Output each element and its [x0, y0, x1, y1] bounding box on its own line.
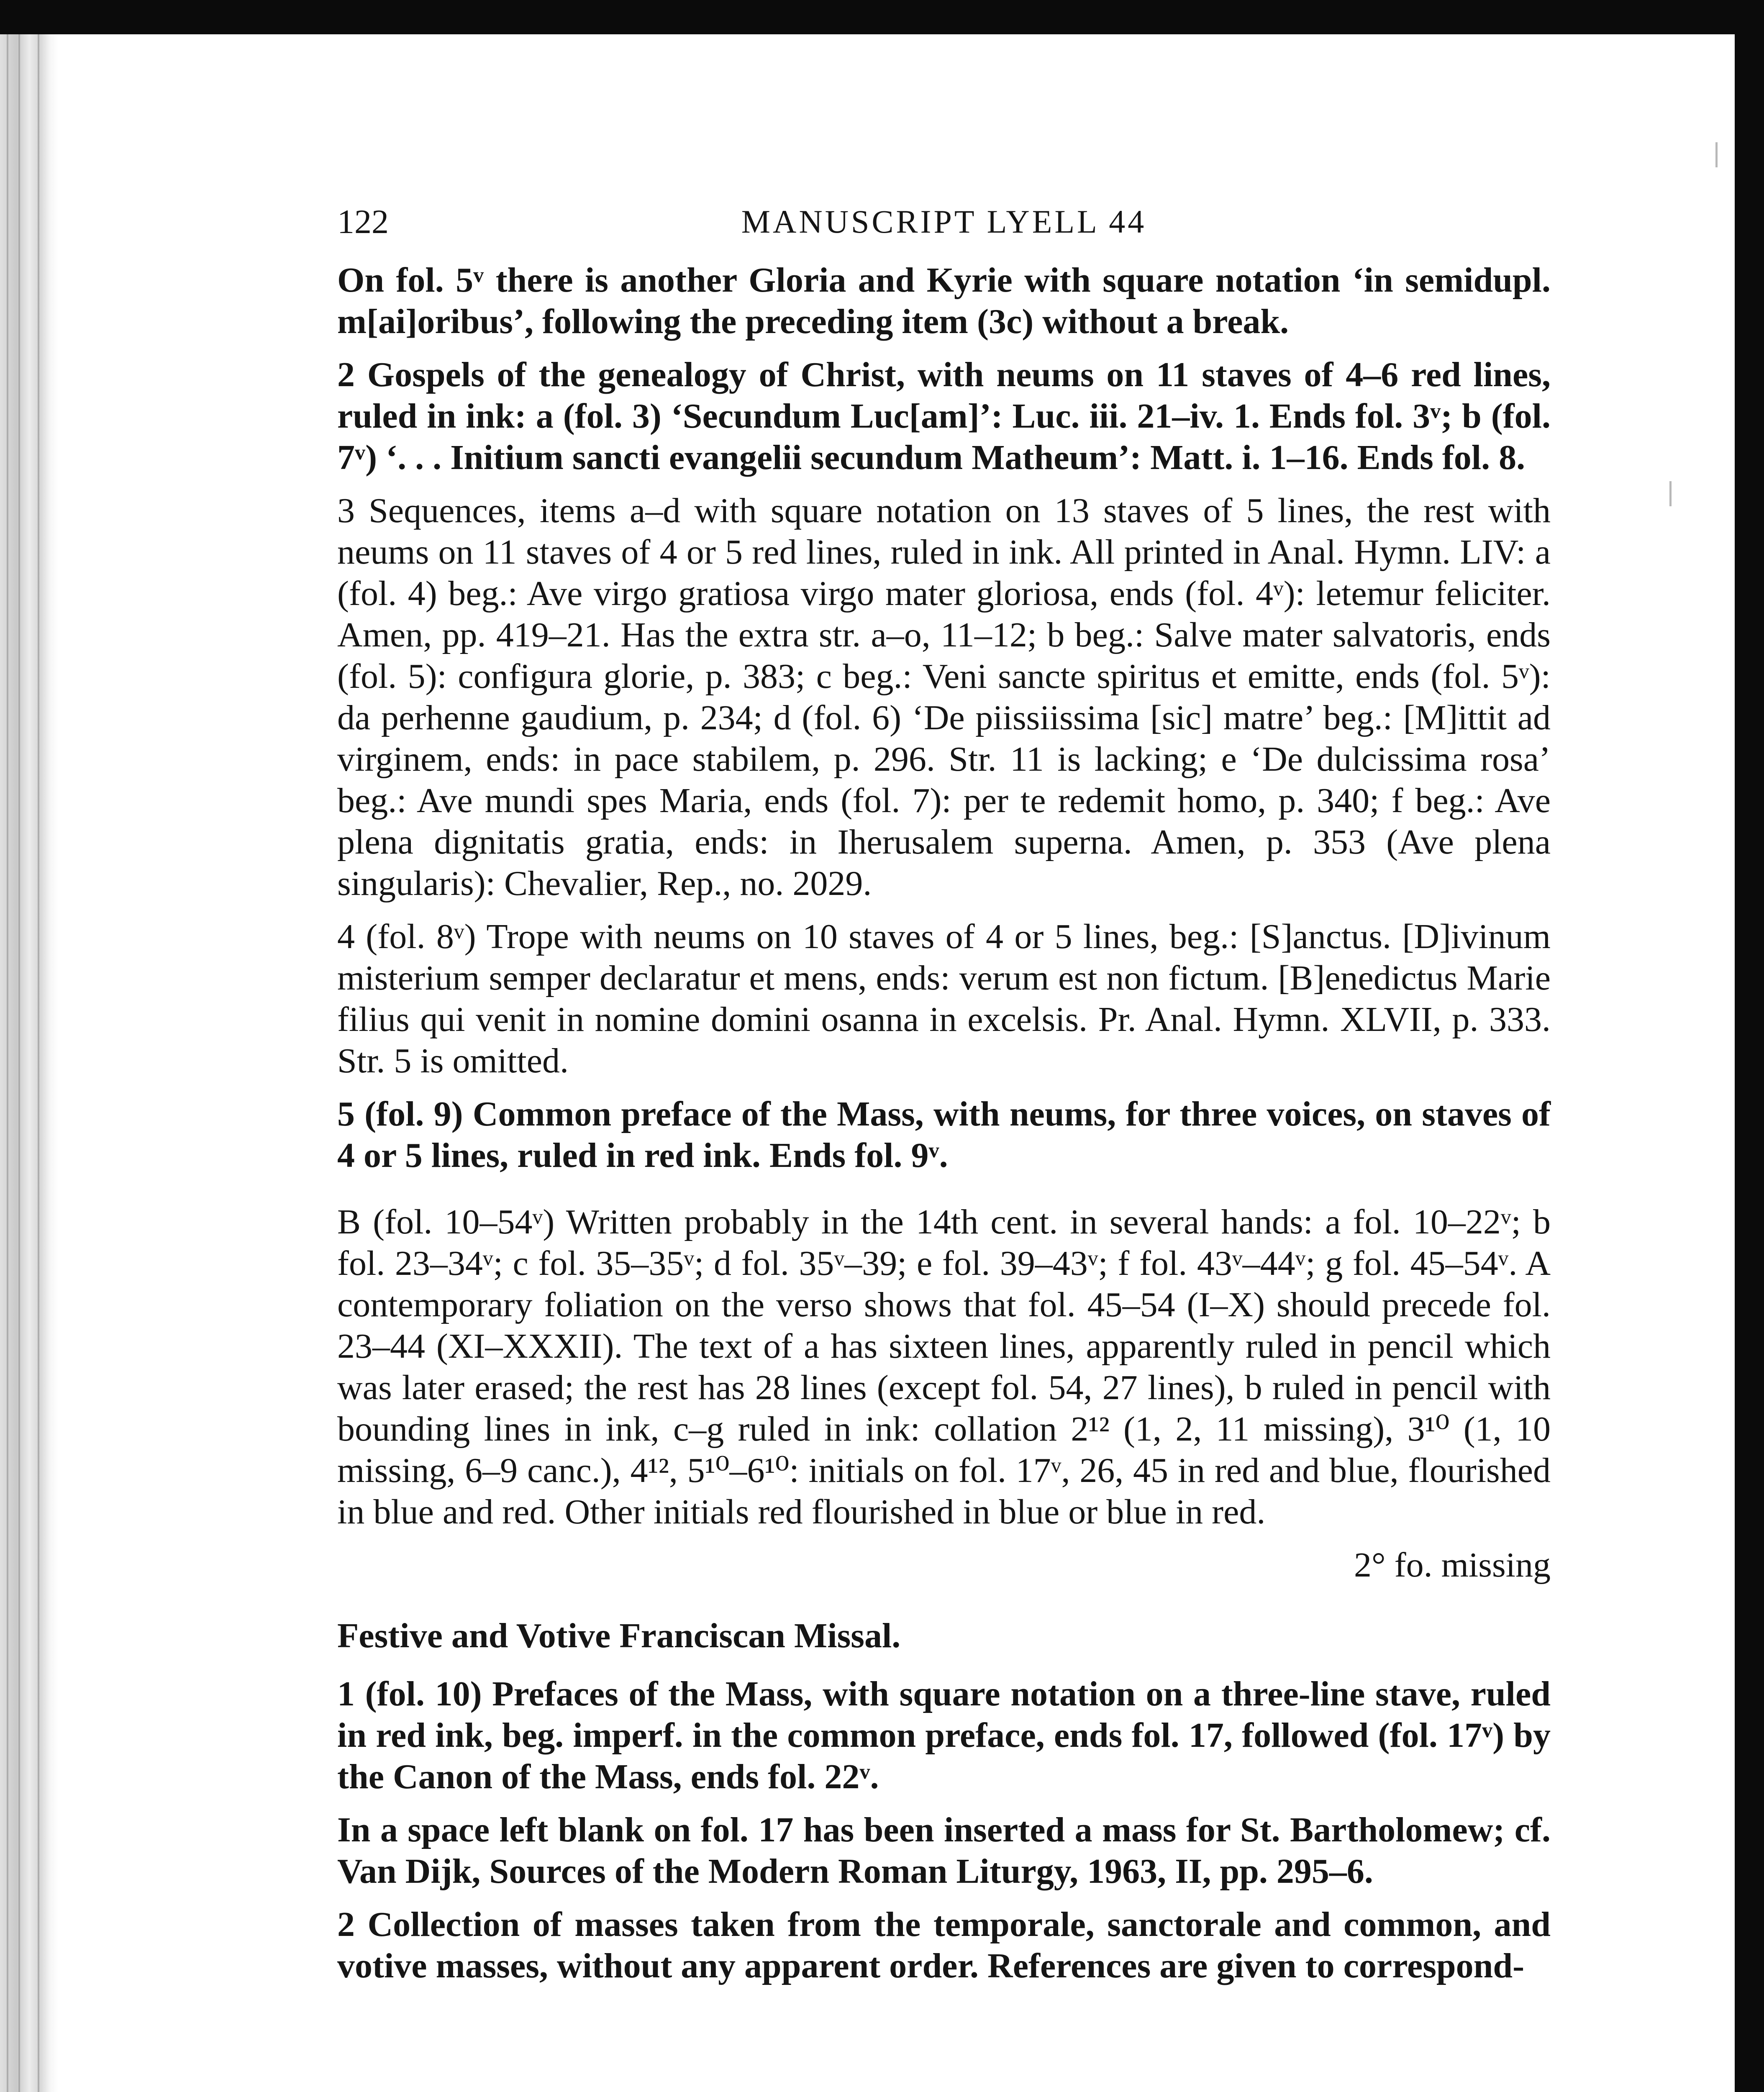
gutter-line	[7, 34, 8, 2092]
paragraph: 4 (fol. 8ᵛ) Trope with neums on 10 staves of 4 or 5 lines, beg.: [S]anctus. [D]ivinum misterium semper declaratur et mens, ends: verum est non fictum. [B]enedictus Marie filius qui venit in nomine domini osanna in excelsis. Pr. Anal. Hymn. XLVII, p. 333. Str. 5 is omitted.	[337, 917, 1551, 1080]
scan-border-right	[1735, 0, 1764, 2092]
section-heading: Festive and Votive Franciscan Missal.	[337, 1616, 901, 1655]
paragraph: In a space left blank on fol. 17 has been inserted a mass for St. Bartholomew; cf. Van Dijk, Sources of the Modern Roman Liturgy, 1963, II, pp. 295–6.	[337, 1810, 1551, 1891]
page-number: 122	[337, 203, 389, 241]
running-head	[337, 201, 1551, 251]
binding-gutter	[0, 34, 59, 2092]
margin-mark	[1669, 481, 1672, 506]
paragraph: 2 Gospels of the genealogy of Christ, with neums on 11 staves of 4–6 red lines, ruled in ink: a (fol. 3) ‘Secundum Luc[am]’: Luc. iii. 21–iv. 1. Ends fol. 3ᵛ; b (fol. 7ᵛ) ‘. . . Initium sancti evangelii secundum Matheum’: Matt. i. 1–16. Ends fol. 8.	[337, 355, 1551, 477]
margin-mark	[1715, 142, 1718, 167]
section-b-description: B (fol. 10–54ᵛ) Written probably in the 14th cent. in several hands: a fol. 10–22ᵛ; b fol. 23–34ᵛ; c fol. 35–35ᵛ; d fol. 35ᵛ–39; e fol. 39–43ᵛ; f fol. 43ᵛ–44ᵛ; g fol. 45–54ᵛ. A contemporary foliation on the verso shows that fol. 45–54 (I–X) should precede fol. 23–44 (XI–XXXII). The text of a has sixteen lines, apparently ruled in pencil which was later erased; the rest has 28 lines (except fol. 54, 27 lines), b ruled in pencil with bounding lines in ink, c–g ruled in ink: collation 2¹² (1, 2, 11 missing), 3¹⁰ (1, 10 missing, 6–9 canc.), 4¹², 5¹⁰–6¹⁰: initials on fol. 17ᵛ, 26, 45 in red and blue, flourished in blue and red. Other initials red flourished in blue or blue in red.	[337, 1202, 1551, 1531]
paragraph: On fol. 5ᵛ there is another Gloria and Kyrie with square notation ‘in semidupl. m[ai]oribus’, following the preceding item (3c) without a break.	[337, 261, 1551, 341]
paragraph: 3 Sequences, items a–d with square notation on 13 staves of 5 lines, the rest with neums on 11 staves of 4 or 5 red lines, ruled in ink. All printed in Anal. Hymn. LIV: a (fol. 4) beg.: Ave virgo gratiosa virgo mater gloriosa, ends (fol. 4ᵛ): letemur feliciter. Amen, pp. 419–21. Has the extra str. a–o, 11–12; b beg.: Salve mater salvatoris, ends (fol. 5): configura glorie, p. 383; c beg.: Veni sancte spiritus et emitte, ends (fol. 5ᵛ): da perhenne gaudium, p. 234; d (fol. 6) ‘De piissiissima [sic] matre’ beg.: [M]ittit ad virginem, ends: in pace stabilem, p. 296. Str. 11 is lacking; e ‘De dulcissima rosa’ beg.: Ave mundi spes Maria, ends (fol. 7): per te redemit homo, p. 340; f beg.: Ave plena dignitatis gratia, ends: in Iherusalem superna. Amen, p. 353 (Ave plena singularis): Chevalier, Rep., no. 2029.	[337, 491, 1551, 903]
gutter-line	[18, 34, 20, 2092]
paragraph: 5 (fol. 9) Common preface of the Mass, with neums, for three voices, on staves of 4 or 5 lines, ruled in red ink. Ends fol. 9ᵛ.	[337, 1095, 1551, 1175]
secundo-folio: 2° fo. missing	[1354, 1546, 1551, 1584]
paragraph: 1 (fol. 10) Prefaces of the Mass, with square notation on a three-line stave, ruled in red ink, beg. imperf. in the common preface, ends fol. 17, followed (fol. 17ᵛ) by the Canon of the Mass, ends fol. 22ᵛ.	[337, 1674, 1551, 1796]
paragraph: 2 Collection of masses taken from the temporale, sanctorale and common, and votive masses, without any apparent order. References are given to correspond-	[337, 1905, 1551, 1985]
gutter-line	[38, 34, 39, 2092]
running-title: MANUSCRIPT LYELL 44	[741, 203, 1147, 240]
scan-border-top	[0, 0, 1764, 34]
page-text-block	[337, 201, 1551, 1998]
